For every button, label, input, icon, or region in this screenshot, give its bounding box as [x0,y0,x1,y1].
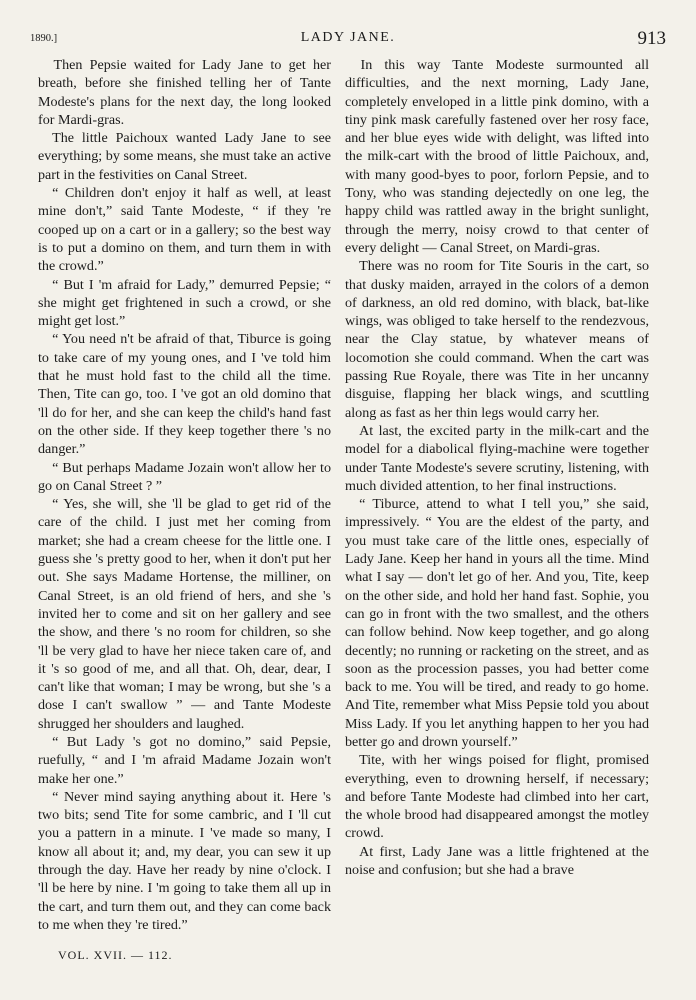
paragraph: “ Yes, she will, she 'll be glad to get rid of the care of the child. I just met her coming from market; she had a cream cheese for the little one. I guess she 's pretty good to her, when it don't put her out. She says Madame Hortense, the milliner, on Canal Street, is an old friend of hers, and she 's invited her to come and sit on her gallery and see the show, and there 's no room for children, so she 'll be very glad to have her niece taken care of, and it 's so good of me, and all that. Oh, dear, dear, I can't like that woman; I may be wrong, but she 's a dose I can't swallow ” — and Tante Modeste shrugged her shoulders and laughed. [38,496,331,732]
right-column [345,56,649,879]
paragraph: Tite, with her wings poised for flight, promised everything, even to drowning herself, if necessary; and before Tante Modeste had climbed into her cart, the whole brood had disappeared amongst the motley crowd. [345,752,649,842]
left-column [38,56,331,934]
volume-signature: VOL. XVII. — 112. [58,948,173,962]
paragraph: “ But I 'm afraid for Lady,” demurred Pepsie; “ she might get frightened in such a crowd, or she might get lost.” [38,276,331,330]
paragraph: There was no room for Tite Souris in the cart, so that dusky maiden, arrayed in the colors of a demon of darkness, an old red domino, with black, bat-like wings, was obliged to take herself to the rendezvous, near the Clay statue, by whatever means of locomotion she could command. When the cart was passing Rue Royale, there was Tite in her uncanny disguise, flapping her black wings, and scuttling along as fast as her thin legs would carry her. [345,258,649,421]
paragraph: “ You need n't be afraid of that, Tiburce is going to take care of my young ones, and I 've told him that he must hold fast to the child all the time. Then, Tite can go, too. I 've got an old domino that 'll do for her, and she can keep the child's hand fast on the other side. If they keep together there 's no danger.” [38,331,331,458]
paragraph: The little Paichoux wanted Lady Jane to see everything; by some means, she must take an active part in the festivities on Canal Street. [38,130,331,183]
header-date: 1890.] [30,33,58,44]
paragraph: At first, Lady Jane was a little frightened at the noise and confusion; but she had a brave [345,843,649,879]
paragraph: Then Pepsie waited for Lady Jane to get her breath, before she finished telling her of Tante Modeste's plans for the next day, the long looked for Mardi-gras. [38,57,331,128]
paragraph: In this way Tante Modeste surmounted all difficulties, and the next morning, Lady Jane, completely enveloped in a little pink domino, with a tiny pink mask carefully fastened over her rosy face, and her blue eyes wide with delight, was lifted into the milk-cart with the brood of little Paichoux, and, with many good-byes to poor, forlorn Pepsie, and to Tony, who was standing dejectedly on one leg, the happy child was rattled away in the bright sunlight, through the merry, noisy crowd to that center of every delight — Canal Street, on Mardi-gras. [345,57,649,256]
running-header [30,28,666,56]
paragraph: At last, the excited party in the milk-cart and the model for a diabolical flying-machine were together under Tante Modeste's severe scrutiny, listening, with much divided attention, to her final instructions. [345,422,649,494]
paragraph: “ Children don't enjoy it half as well, at least mine don't,” said Tante Modeste, “ if they 're cooped up on a cart or in a gallery; so the best way is to put a domino on them, and turn them in with the crowd.” [38,185,331,275]
paragraph: “ Never mind saying anything about it. Here 's two bits; send Tite for some cambric, and I 'll cut you a pattern in a minute. I 've made so many, I know all about it; and, my dear, you can sew it up through the day. Have her ready by nine o'clock. I 'll be here by nine. I 'm going to take them all up in the cart, and turn them out, and they can come back to me when they 're tired.” [38,788,331,933]
header-title: LADY JANE. [300,30,396,45]
paragraph: “ But perhaps Madame Jozain won't allow her to go on Canal Street ? ” [38,459,331,494]
paragraph: “ Tiburce, attend to what I tell you,” she said, impressively. “ You are the eldest of the party, and you must take care of the little ones, especially of Lady Jane. Keep her hand in yours all the time. Mind what I say — don't let go of her. And you, Tite, keep on the other side, and hold her hand fast. Sophie, you can go in front with the two smallest, and the others can follow behind. Now keep together, and go along decently; no running or racketing on the street, and as soon as the procession passes, you had better come back to me. You will be tired, and ready to go home. And Tite, remember what Miss Pepsie told you about Miss Lady. If you let anything happen to her you had better go and drown yourself.” [345,496,649,750]
page-number: 913 [637,28,666,49]
paragraph: “ But Lady 's got no domino,” said Pepsie, ruefully, “ and I 'm afraid Madame Jozain won't make her one.” [38,733,331,787]
